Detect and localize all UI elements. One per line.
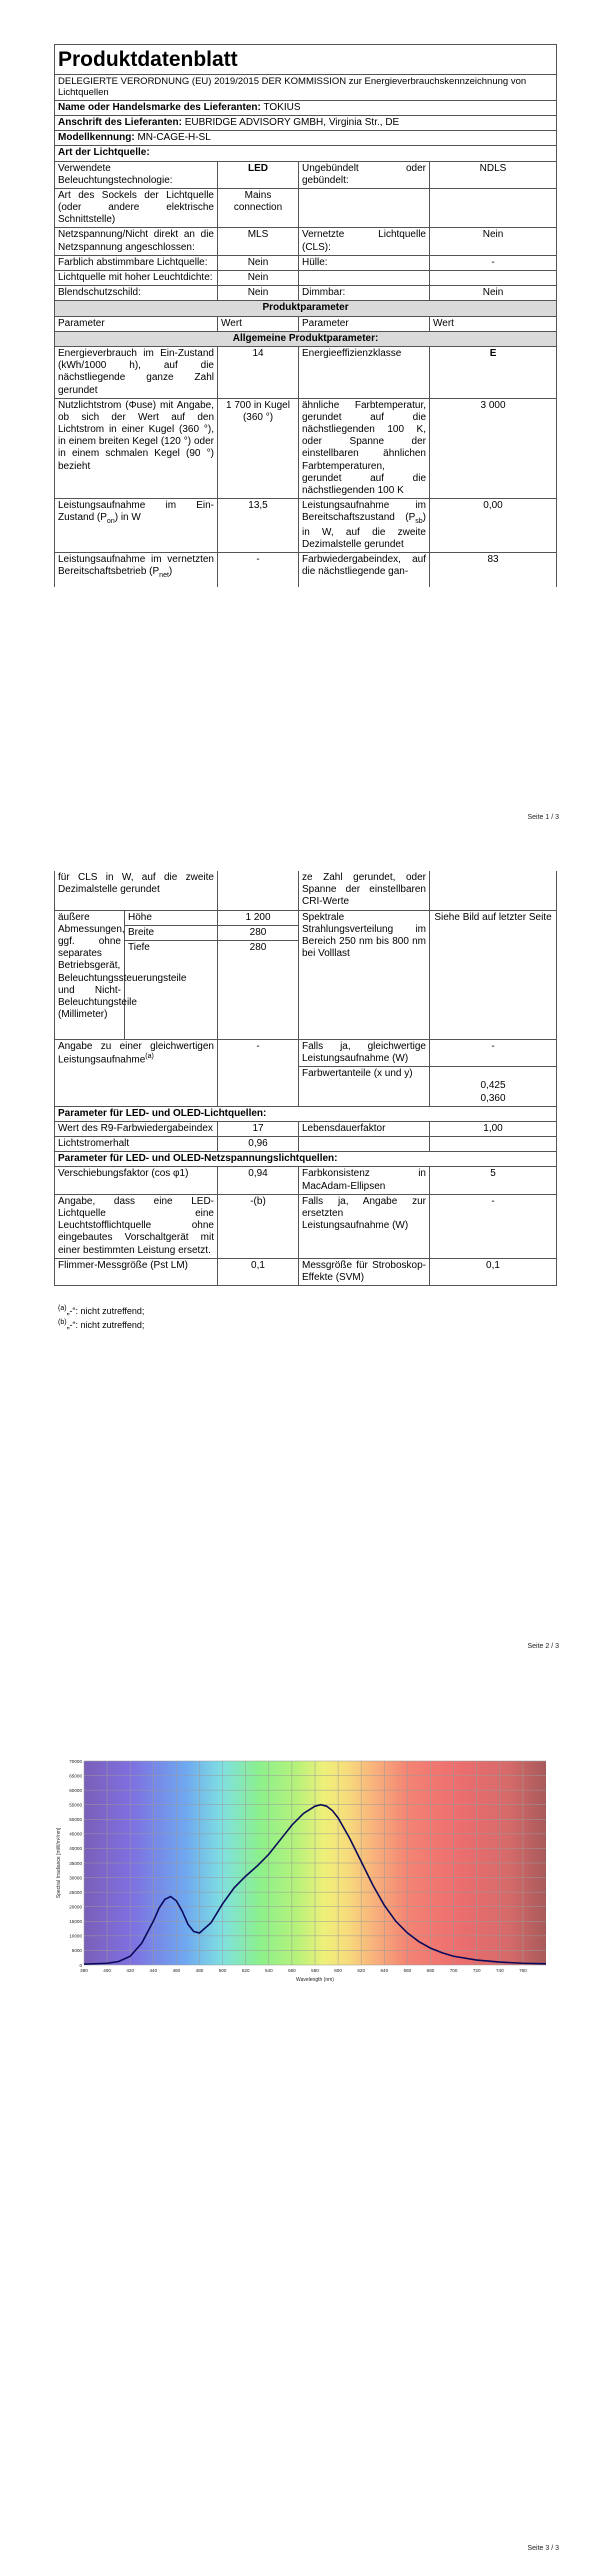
glare-shield-label: Blendschutzschild: [55,286,218,301]
supplier-address-value: EUBRIDGE ADVISORY GMBH, Virginia Str., DE [184,116,400,128]
stroboscopic-label: Messgröße für Stroboskop-Effekte (SVM) [299,1258,430,1285]
networked-standby-continued: für CLS in W, auf die zweite Dezimalstelle gerundet [55,871,218,910]
envelope-value: - [430,255,557,270]
on-mode-power-value: 13,5 [218,499,299,553]
standby-power-value: 0,00 [430,499,557,553]
x-tick-label: 520 [241,1968,250,1973]
y-tick-label: 55000 [69,1802,82,1808]
useful-flux-label: Nutzlichtstrom (Φuse) mit Angabe, ob sich der Wert auf den Lichtstrom in einer Kugel (360 °), in einem breiten Kegel (120 °) oder in einem schmalen Kegel (90 °) bezieht [55,398,218,499]
width-value: 280 [218,925,299,940]
useful-flux-value: 1 700 in Kugel (360 °) [218,398,299,499]
mains-led-parameters-header: Parameter für LED- und OLED-Netzspannungslichtquellen: [55,1152,557,1167]
y-tick-label: 20000 [69,1904,82,1910]
x-tick-label: 560 [288,1968,296,1973]
supplier-address-row [55,115,557,130]
x-tick-label: 400 [103,1968,111,1973]
focus-value: NDLS [430,161,557,188]
replaced-power-value: - [430,1194,557,1258]
column-header-value: Wert [430,316,557,331]
y-axis-ticks [69,1759,82,1968]
y-tick-label: 35000 [69,1860,82,1866]
equivalent-power-watts-label: Falls ja, gleichwertige Leistungsaufnahme (W) [299,1039,430,1066]
flicker-value: 0,1 [218,1258,299,1285]
fluorescent-replacement-label: Angabe, dass eine LED-Lichtquelle eine Leuchtstofflichtquelle ohne eingebautes Vorschaltgerät mit einer bestimmten Leistung ersetzt. [55,1194,218,1258]
macadam-label: Farbkonsistenz in MacAdam-Ellipsen [299,1167,430,1194]
mains-value: MLS [218,228,299,255]
x-tick-label: 480 [195,1968,204,1973]
supplier-name-label: Name oder Handelsmarke des Lieferanten: [58,101,261,113]
x-tick-label: 740 [495,1968,504,1973]
x-tick-label: 600 [334,1968,342,1973]
empty-cell [299,188,430,228]
page-number: Seite 3 / 3 [527,2545,559,2552]
regulation-reference: DELEGIERTE VERORDNUNG (EU) 2019/2015 DER KOMMISSION zur Energieverbrauchskennzeichnung von Lichtquellen [55,74,557,100]
spectral-distribution-chart [54,1757,554,1989]
column-header-parameter: Parameter [55,316,218,331]
focus-label: Ungebündelt oder gebündelt: [299,161,430,188]
survival-factor-value: 1,00 [430,1121,557,1136]
y-tick-label: 60000 [69,1787,82,1793]
color-temperature-value: 3 000 [430,398,557,499]
color-rendering-continued: ze Zahl gerundet, oder Spanne der einstellbaren CRI-Werte [299,871,430,910]
spectral-distribution-value: Siehe Bild auf letzter Seite [430,910,557,1039]
energy-consumption-label: Energieverbrauch im Ein-Zustand (kWh/1000 h), auf die nächstliegende ganze Zahl gerundet [55,346,218,398]
supplier-name-value: TOKIUS [263,101,301,113]
stroboscopic-value: 0,1 [430,1258,557,1285]
r9-label: Wert des R9-Farbwiedergabeindex [55,1121,218,1136]
chromaticity-value [430,1067,557,1106]
model-label: Modellkennung: [58,132,135,144]
empty-cell [299,271,430,286]
macadam-value: 5 [430,1167,557,1194]
y-tick-label: 45000 [69,1831,82,1837]
displacement-factor-label: Verschiebungsfaktor (cos φ1) [55,1167,218,1194]
x-tick-label: 420 [126,1968,135,1973]
general-parameters-header: Allgemeine Produktparameter: [55,331,557,346]
y-tick-label: 30000 [69,1875,82,1881]
supplier-name-row [55,100,557,115]
equivalent-power-label: Angabe zu einer gleichwertigen Leistungsaufnahme$^{(a)}$ [55,1039,218,1106]
page-1 [0,0,603,829]
y-tick-label: 50000 [69,1817,82,1823]
networked-standby-label: Leistungsaufnahme im vernetzten Bereitschaftsbetrieb $(P_{net})$ [55,553,218,588]
empty-cell [430,1137,557,1152]
fluorescent-replacement-value: -(b) [218,1194,299,1258]
spectrum-svg [54,1757,554,1989]
x-tick-label: 540 [264,1968,273,1973]
equivalent-power-watts-value: - [430,1039,557,1066]
empty-cell [299,1137,430,1152]
chromaticity-x: 0,425 [480,1080,506,1092]
y-axis-label: Spectral Irradiance [mW/m²/nm] [56,1827,62,1899]
datasheet-table-page-2 [54,871,557,1286]
tunable-label: Farblich abstimmbare Lichtquelle: [55,255,218,270]
color-rendering-value: 83 [430,553,557,588]
dimmable-value: Nein [430,286,557,301]
x-tick-label: 580 [311,1968,319,1973]
standby-power-label: Leistungsaufnahme im Bereitschaftszustand $(P_{sb})$ in W, auf die zweite Dezimalstelle gerundet [299,499,430,553]
model-value: MN-CAGE-H-SL [137,132,211,144]
mains-label: Netzspannung/Nicht direkt an die Netzspannung angeschlossen: [55,228,218,255]
chromaticity-y: 0,360 [480,1092,506,1104]
chromaticity-label: Farbwertanteile (x und y) [299,1067,430,1106]
color-rendering-label: Farbwiedergabeindex, auf die nächstliegende gan- [299,553,430,588]
technology-value: LED [218,161,299,188]
x-tick-label: 500 [218,1968,227,1973]
column-header-value: Wert [218,316,299,331]
page-3 [0,1658,603,2560]
y-tick-label: 15000 [69,1919,82,1925]
y-tick-label: 65000 [69,1773,82,1779]
x-tick-label: 640 [380,1968,389,1973]
glare-shield-value: Nein [218,286,299,301]
r9-value: 17 [218,1121,299,1136]
efficiency-class-label: Energieeffizienzklasse [299,346,430,398]
x-tick-label: 380 [80,1968,88,1973]
empty-cell [430,271,557,286]
empty-cell [430,871,557,910]
socket-value: Mains connection [218,188,299,228]
efficiency-class-value: E [430,346,557,398]
led-parameters-header: Parameter für LED- und OLED-Lichtquellen: [55,1106,557,1121]
energy-consumption-value: 14 [218,346,299,398]
x-axis-label: Wavelength (nm) [296,1977,334,1983]
page-number: Seite 2 / 3 [527,1643,559,1650]
grid [84,1761,546,1965]
networked-standby-value: - [218,553,299,588]
technology-label: Verwendete Beleuchtungstechnologie: [55,161,218,188]
depth-label: Tiefe [125,940,218,1039]
datasheet-table-page-1 [54,44,557,587]
x-tick-label: 660 [403,1968,412,1973]
high-luminance-label: Lichtquelle mit hoher Leuchtdichte: [55,271,218,286]
lumen-maintenance-label: Lichtstromerhalt [55,1137,218,1152]
footnote-b: $^{(b)}$„-“: nicht zutreffend; [58,1319,145,1330]
color-temperature-label: ähnliche Farbtemperatur, gerundet auf die nächstliegenden 100 K, oder Spanne der einstellbaren ähnlichen Farbtemperaturen, gerundet auf die nächstliegenden 100 K [299,398,430,499]
page-number: Seite 1 / 3 [527,814,559,821]
dimmable-label: Dimmbar: [299,286,430,301]
y-tick-label: 70000 [69,1758,82,1764]
y-tick-label: 5000 [71,1948,82,1954]
tunable-value: Nein [218,255,299,270]
product-parameters-header: Produktparameter [55,301,557,316]
dimensions-label: äußere Abmessungen, ggf. ohne separates Betriebsgerät, Beleuchtungssteuerungsteile und Nicht-Beleuchtungsteile (Millimeter) [55,910,125,1039]
height-value: 1 200 [218,910,299,925]
x-tick-label: 620 [357,1968,366,1973]
depth-value: 280 [218,940,299,1039]
high-luminance-value: Nein [218,271,299,286]
y-tick-label: 10000 [69,1933,82,1939]
x-tick-label: 700 [449,1968,458,1973]
x-axis-ticks [80,1968,527,1973]
page-2 [0,829,603,1658]
model-row [55,131,557,146]
width-label: Breite [125,925,218,940]
empty-cell [430,188,557,228]
equivalent-power-value: - [218,1039,299,1106]
displacement-factor-value: 0,94 [218,1167,299,1194]
light-source-type-header: Art der Lichtquelle: [55,146,557,161]
supplier-address-label: Anschrift des Lieferanten: [58,116,182,128]
x-tick-label: 720 [472,1968,481,1973]
connected-label: Vernetzte Lichtquelle (CLS): [299,228,430,255]
y-tick-label: 25000 [69,1889,82,1895]
envelope-label: Hülle: [299,255,430,270]
y-tick-label: 40000 [69,1846,82,1852]
connected-value: Nein [430,228,557,255]
flicker-label: Flimmer-Messgröße (Pst LM) [55,1258,218,1285]
spectral-distribution-label: Spektrale Strahlungsverteilung im Bereich 250 nm bis 800 nm bei Volllast [299,910,430,1039]
on-mode-power-label: Leistungsaufnahme im Ein-Zustand $(P_{on})$ in W [55,499,218,553]
x-tick-label: 460 [172,1968,181,1973]
lumen-maintenance-value: 0,96 [218,1137,299,1152]
replaced-power-label: Falls ja, Angabe zur ersetzten Leistungsaufnahme (W) [299,1194,430,1258]
y-tick-label: 0 [79,1962,82,1968]
document-title: Produktdatenblatt [55,45,557,75]
empty-cell [218,871,299,910]
x-tick-label: 760 [519,1968,527,1973]
height-label: Höhe [125,910,218,925]
socket-label: Art des Sockels der Lichtquelle (oder andere elektrische Schnittstelle) [55,188,218,228]
footnote-a: $^{(a)}$„-“: nicht zutreffend; [58,1305,145,1316]
x-tick-label: 440 [149,1968,158,1973]
column-header-parameter: Parameter [299,316,430,331]
x-tick-label: 680 [426,1968,435,1973]
survival-factor-label: Lebensdauerfaktor [299,1121,430,1136]
